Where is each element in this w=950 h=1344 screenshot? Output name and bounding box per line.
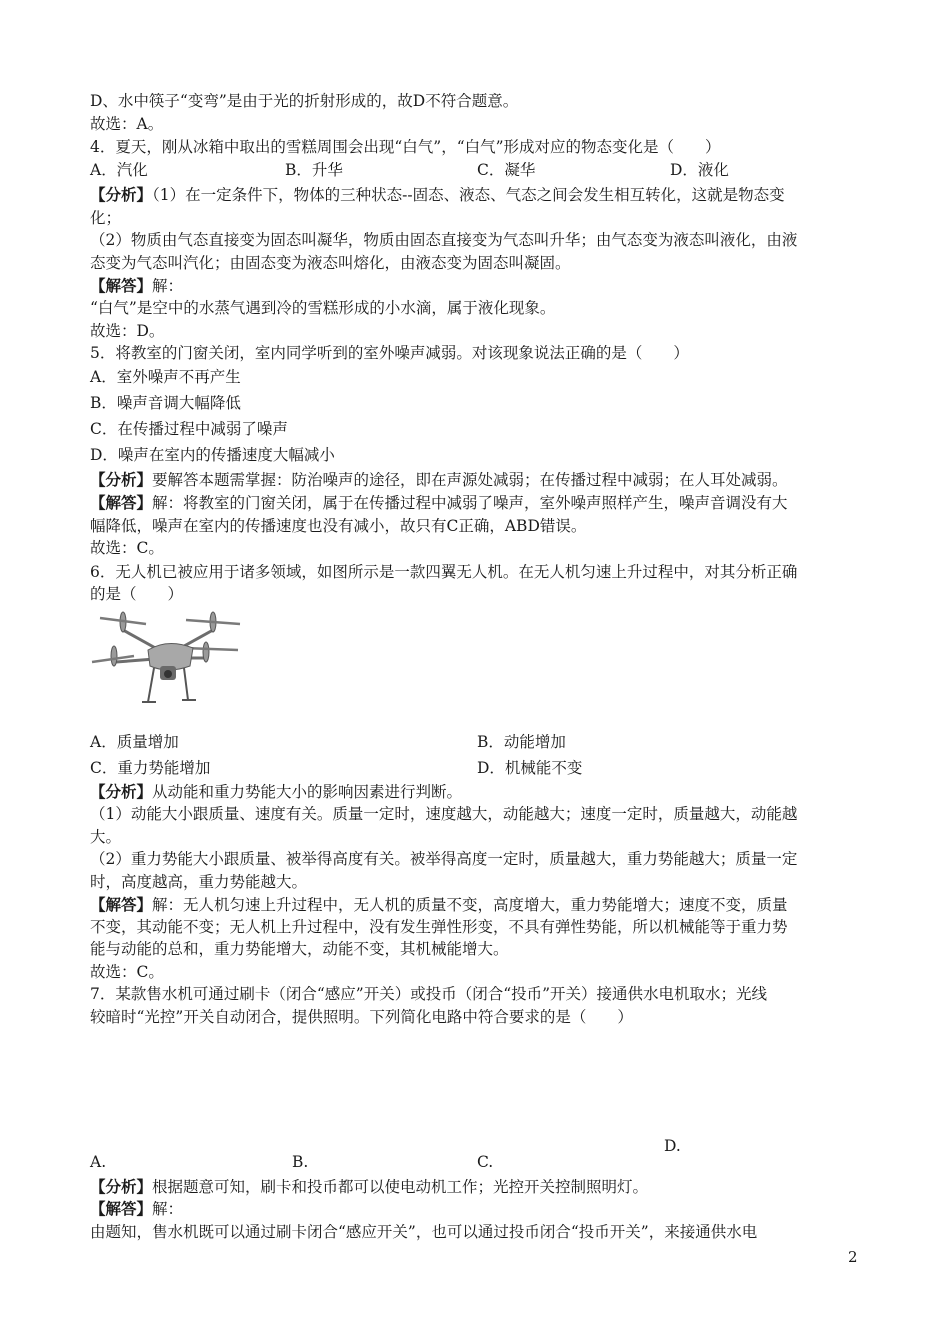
q4-option-d: D．液化: [670, 161, 729, 179]
answer-line: 【解答】解：: [90, 276, 184, 295]
quadcopter-drone-image: [88, 600, 248, 710]
q6-option-d: D．机械能不变: [477, 759, 583, 777]
question-6: 6．无人机已被应用于诸多领域，如图所示是一款四翼无人机。在无人机匀速上升过程中，对其分析正确: [90, 563, 798, 581]
text-line: 较暗时“光控”开关自动闭合，提供照明。下列简化电路中符合要求的是（ ）: [90, 1008, 633, 1026]
text-line: 时，高度越高，重力势能越大。: [90, 873, 308, 891]
answer-line: 【解答】解：无人机匀速上升过程中，无人机的质量不变，高度增大，重力势能增大；速度不变，质量: [90, 895, 788, 914]
text-line: 故选：D。: [90, 322, 165, 340]
text-line: 化；: [90, 209, 122, 227]
text-line: 故选：C。: [90, 539, 164, 557]
q4-option-a: A．汽化: [90, 161, 148, 179]
text-line: D、水中筷子“变弯”是由于光的折射形成的，故D不符合题意。: [90, 92, 519, 110]
question-5: 5．将教室的门窗关闭，室内同学听到的室外噪声减弱。对该现象说法正确的是（ ）: [90, 344, 689, 362]
text-line: 故选：A。: [90, 115, 164, 133]
q5-option-a: A．室外噪声不再产生: [90, 368, 241, 386]
q7-option-a: A.: [90, 1153, 107, 1171]
text-line: （2）重力势能大小跟质量、被举得高度有关。被举得高度一定时，质量越大，重力势能越大；质量一定: [90, 850, 798, 868]
q6-option-b: B．动能增加: [477, 733, 566, 751]
page-number: 2: [848, 1248, 858, 1266]
q7-option-d: D.: [664, 1137, 681, 1155]
text-line: 幅降低，噪声在室内的传播速度也没有减小，故只有C正确，ABD错误。: [90, 517, 587, 535]
q4-option-b: B．升华: [285, 161, 343, 179]
analysis-line: 【分析】（1）在一定条件下，物体的三种状态--固态、液态、气态之间会发生相互转化，这就是物态变: [90, 185, 785, 204]
q4-option-c: C．凝华: [477, 161, 536, 179]
text-line: 不变，其动能不变；无人机上升过程中，没有发生弹性形变，不具有弹性势能，所以机械能等于重力势: [90, 918, 788, 936]
text-line: 故选：C。: [90, 963, 164, 981]
q7-option-c: C.: [477, 1153, 494, 1171]
analysis-line: 【分析】要解答本题需掌握：防治噪声的途径，即在声源处减弱；在传播过程中减弱；在人耳处减弱。: [90, 470, 788, 489]
answer-line: 【解答】解：: [90, 1199, 184, 1218]
q5-option-b: B．噪声音调大幅降低: [90, 394, 241, 412]
q6-option-c: C．重力势能增加: [90, 759, 211, 777]
text-line: （1）动能大小跟质量、速度有关。质量一定时，速度越大，动能越大；速度一定时，质量越大，动能越: [90, 805, 798, 823]
question-7: 7．某款售水机可通过刷卡（闭合“感应”开关）或投币（闭合“投币”开关）接通供水电机取水；光线: [90, 985, 768, 1003]
q5-option-c: C．在传播过程中减弱了噪声: [90, 420, 288, 438]
question-4: 4．夏天，刚从冰箱中取出的雪糕周围会出现“白气”，“白气”形成对应的物态变化是（ ）: [90, 138, 721, 156]
answer-line: 【解答】解：将教室的门窗关闭，属于在传播过程中减弱了噪声，室外噪声照样产生，噪声音调没有大: [90, 493, 788, 512]
q7-option-b: B.: [292, 1153, 309, 1171]
text-line: 能与动能的总和，重力势能增大，动能不变，其机械能增大。: [90, 940, 509, 958]
q5-option-d: D．噪声在室内的传播速度大幅减小: [90, 446, 335, 464]
analysis-line: 【分析】根据题意可知，刷卡和投币都可以使电动机工作；光控开关控制照明灯。: [90, 1177, 649, 1196]
text-line: 大。: [90, 828, 122, 846]
analysis-line: 【分析】从动能和重力势能大小的影响因素进行判断。: [90, 782, 463, 801]
q6-option-a: A．质量增加: [90, 733, 179, 751]
text-line: “白气”是空中的水蒸气遇到冷的雪糕形成的小水滴，属于液化现象。: [90, 299, 556, 317]
text-line: 的是（ ）: [90, 585, 184, 603]
text-line: 由题知，售水机既可以通过刷卡闭合“感应开关”，也可以通过投币闭合“投币开关”，来接通供水电: [90, 1223, 758, 1241]
text-line: 态变为气态叫汽化；由固态变为液态叫熔化，由液态变为固态叫凝固。: [90, 254, 571, 272]
text-line: （2）物质由气态直接变为固态叫凝华，物质由固态直接变为气态叫升华；由气态变为液态叫液化，由液: [90, 231, 798, 249]
